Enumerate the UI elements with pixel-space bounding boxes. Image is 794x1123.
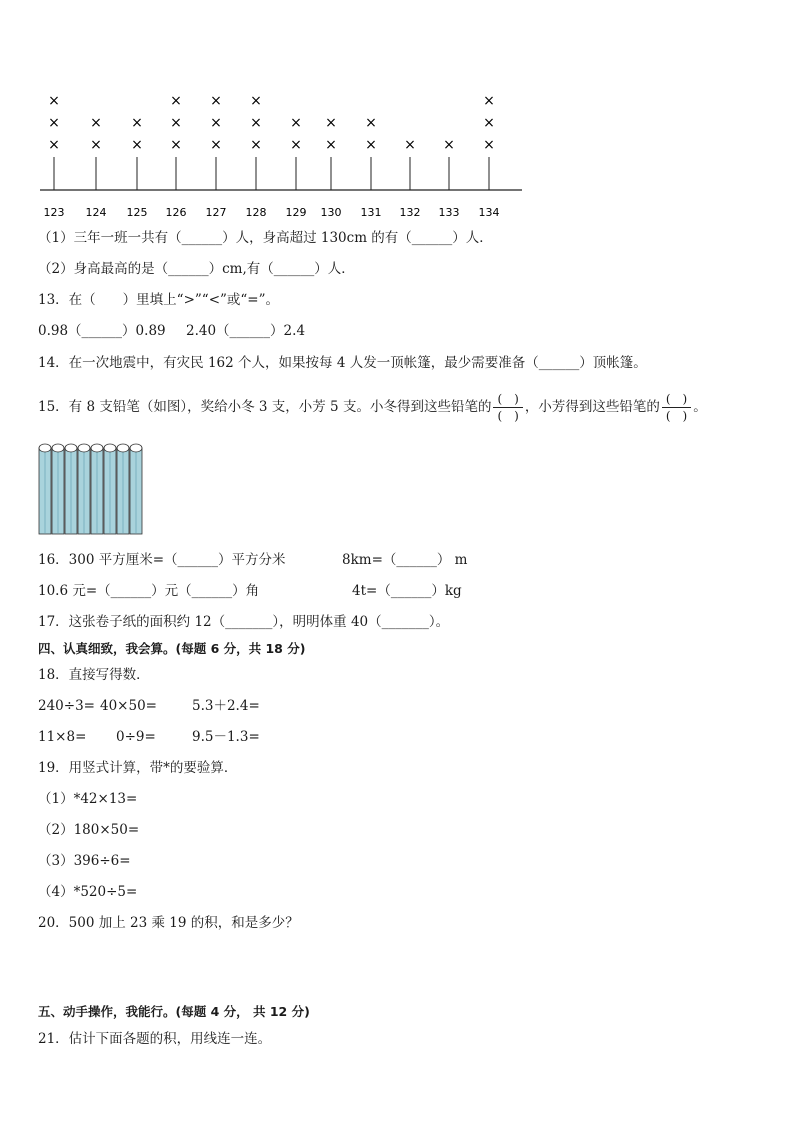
dot-plot-cross-mark: × [365, 137, 377, 153]
q12-part1: （1）三年一班一共有（______）人，身高超过 130cm 的有（______）人． [38, 230, 493, 246]
pencil [39, 444, 51, 534]
dot-plot-cross-mark: × [131, 115, 143, 131]
dot-plot-cross-mark: × [210, 115, 222, 131]
dot-plot-cross-mark: × [290, 137, 302, 153]
pencil [130, 444, 142, 534]
q17: 17．这张卷子纸的面积约 12（_______），明明体重 40（_______）。 [38, 614, 450, 630]
q16-d: 4t=（______）kg [352, 583, 462, 599]
dot-plot-cross-mark: × [170, 137, 182, 153]
height-dot-plot [0, 85, 560, 225]
dot-plot-cross-mark: × [483, 137, 495, 153]
dot-plot-cross-mark: × [250, 137, 262, 153]
dot-plot-cross-mark: × [250, 93, 262, 109]
q19-stem: 19．用竖式计算，带*的要验算． [38, 760, 238, 776]
q15-text-a: 15．有 8 支铅笔（如图），奖给小冬 3 支，小芳 5 支。小冬得到这些铅笔的 [38, 399, 492, 415]
q21: 21．估计下面各题的积，用线连一连。 [38, 1031, 272, 1047]
dot-plot-cross-mark: × [170, 93, 182, 109]
q19-item-3: （3）396÷6= [38, 853, 131, 869]
q18-stem: 18．直接写得数． [38, 667, 150, 683]
dot-plot-cross-mark: × [90, 137, 102, 153]
q13-item2: 2.40（______）2.4 [186, 323, 306, 339]
q15-text-b: ，小芳得到这些铅笔的 [524, 399, 660, 415]
dot-plot-cross-mark: × [365, 115, 377, 131]
q19-item-1: （1）*42×13= [38, 791, 138, 807]
dot-plot-cross-mark: × [48, 115, 60, 131]
dot-plot-tick-label: 132 [399, 206, 421, 219]
q16-c: 10.6 元=（______）元（______）角 [38, 583, 260, 599]
dot-plot-tick-label: 127 [205, 206, 227, 219]
q20: 20．500 加上 23 乘 19 的积，和是多少？ [38, 915, 299, 931]
dot-plot-cross-mark: × [404, 137, 416, 153]
dot-plot-cross-mark: × [131, 137, 143, 153]
dot-plot-tick-label: 124 [85, 206, 107, 219]
q16-b: 8km=（______） m [342, 552, 468, 568]
q19-item-2: （2）180×50= [38, 822, 140, 838]
q15-fraction-1 [493, 392, 522, 423]
pencil [52, 444, 64, 534]
dot-plot-cross-mark: × [48, 93, 60, 109]
q14: 14．在一次地震中，有灾民 162 个人，如果按每 4 人发一顶帐篷，最少需要准备（______）顶帐篷。 [38, 355, 647, 371]
q18-r2-c1: 11×8= [38, 729, 87, 745]
q15-text-c: 。 [693, 399, 707, 415]
dot-plot-tick-label: 134 [478, 206, 500, 219]
dot-plot-cross-mark: × [210, 93, 222, 109]
q18-r2-c3: 9.5－1.3= [192, 729, 260, 745]
fraction-numerator: ( ) [493, 392, 522, 408]
dot-plot-cross-mark: × [250, 115, 262, 131]
q18-r1-c3: 5.3＋2.4= [192, 698, 260, 714]
q15 [38, 390, 707, 424]
q13-stem: 13．在（ ）里填上“>”“<”或“=”。 [38, 292, 280, 308]
pencils-image [36, 440, 146, 540]
dot-plot-cross-mark: × [325, 115, 337, 131]
dot-plot-cross-mark: × [483, 93, 495, 109]
dot-plot-cross-mark: × [48, 137, 60, 153]
dot-plot-cross-mark: × [443, 137, 455, 153]
dot-plot-tick-label: 125 [126, 206, 148, 219]
pencil [78, 444, 90, 534]
dot-plot-tick-label: 128 [245, 206, 267, 219]
q12-part2: （2）身高最高的是（______）cm,有（______）人． [38, 261, 355, 277]
q18-r1-c2: 40×50= [100, 698, 157, 714]
dot-plot-tick-label: 129 [285, 206, 307, 219]
section-5-heading: 五、动手操作，我能行。(每题 4 分， 共 12 分) [38, 1004, 310, 1019]
dot-plot-cross-mark: × [210, 137, 222, 153]
dot-plot-cross-mark: × [170, 115, 182, 131]
dot-plot-cross-mark: × [90, 115, 102, 131]
dot-plot-tick-label: 131 [360, 206, 382, 219]
pencil [117, 444, 129, 534]
pencil [104, 444, 116, 534]
q16-a: 16．300 平方厘米=（______）平方分米 [38, 552, 286, 568]
q18-r2-c2: 0÷9= [116, 729, 156, 745]
q13-item1: 0.98（______）0.89 [38, 323, 166, 339]
q19-item-4: （4）*520÷5= [38, 884, 138, 900]
fraction-denominator: ( ) [497, 409, 519, 423]
dot-plot-cross-mark: × [483, 115, 495, 131]
fraction-numerator: ( ) [662, 392, 691, 408]
dot-plot-cross-mark: × [325, 137, 337, 153]
dot-plot-tick-label: 123 [43, 206, 65, 219]
fraction-denominator: ( ) [665, 409, 688, 423]
dot-plot-tick-label: 133 [438, 206, 460, 219]
q18-r1-c1: 240÷3= [38, 698, 95, 714]
dot-plot-tick-label: 130 [320, 206, 342, 219]
q15-fraction-2 [662, 392, 691, 423]
dot-plot-cross-mark: × [290, 115, 302, 131]
pencil [65, 444, 77, 534]
dot-plot-tick-label: 126 [165, 206, 187, 219]
pencil [91, 444, 103, 534]
section-4-heading: 四、认真细致，我会算。(每题 6 分，共 18 分) [38, 641, 306, 656]
